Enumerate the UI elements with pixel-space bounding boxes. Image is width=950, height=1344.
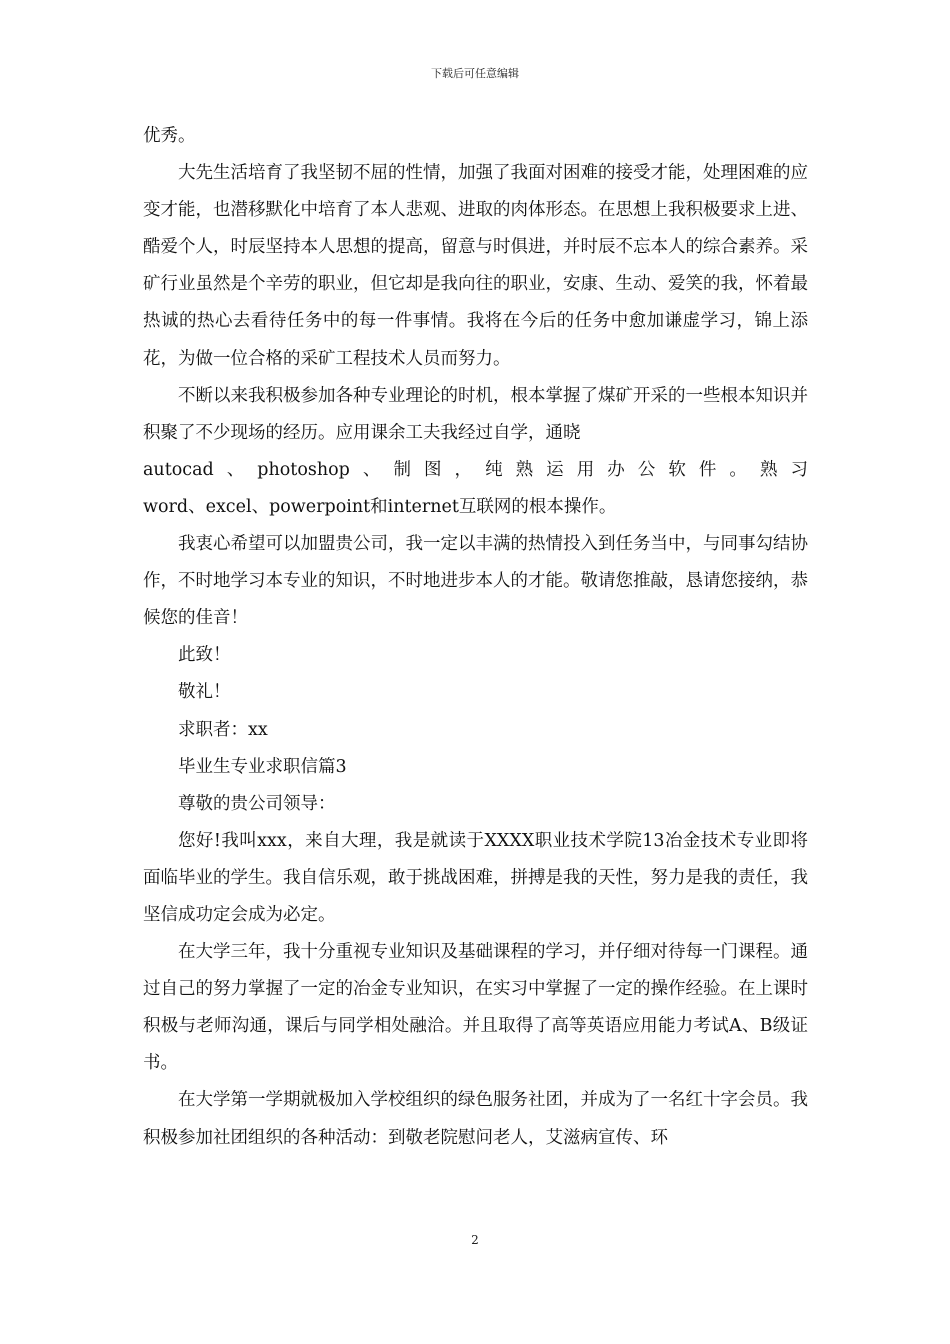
paragraph: word、excel、powerpoint和internet互联网的根本操作。 <box>143 496 617 517</box>
paragraph: 我衷心希望可以加盟贵公司，我一定以丰满的热情投入到任务当中，与同事勾结协作，不时地学习本专业的知识，不时地进步本人的才能。敬请您推敲，恳请您接纳，恭候您的佳音！ <box>143 534 808 629</box>
page-number: 2 <box>471 1233 479 1247</box>
closing-salutation: 敬礼！ <box>178 682 231 703</box>
paragraph: 在大学第一学期就极加入学校组织的绿色服务社团，并成为了一名红十字会员。我积极参加社团组织的各种活动：到敬老院慰问老人，艾滋病宣传、环 <box>143 1090 808 1148</box>
paragraph: 您好!我叫xxx，来自大理，我是就读于XXXX职业技术学院13冶金技术专业即将面临毕业的学生。我自信乐观，敢于挑战困难，拼搏是我的天性，努力是我的责任，我坚信成功定会成为必定。 <box>143 830 808 925</box>
closing-salutation: 此致！ <box>178 645 231 666</box>
greeting: 尊敬的贵公司领导： <box>178 793 336 814</box>
paragraph: 大先生活培育了我坚韧不屈的性情，加强了我面对困难的接受才能，处理困难的应变才能，也潜移默化中培育了本人悲观、进取的肉体形态。在思想上我积极要求上进、酷爱个人，时辰坚持本人思想的提高，留意与时俱进，并时辰不忘本人的综合素养。采矿行业虽然是个辛劳的职业，但它却是我向往的职业，安康、生动、爱笑的我，怀着最热诚的热心去看待任务中的每一件事情。我将在今后的任务中愈加谦虚学习，锦上添花，为做一位合格的采矿工程技术人员而努力。 <box>143 163 808 369</box>
paragraph: 在大学三年，我十分重视专业知识及基础课程的学习，并仔细对待每一门课程。通过自己的努力掌握了一定的冶金专业知识，在实习中掌握了一定的操作经验。在上课时积极与老师沟通，课后与同学相处融洽。并且取得了高等英语应用能力考试A、B级证书。 <box>143 942 808 1074</box>
section-title: 毕业生专业求职信篇3 <box>178 756 347 777</box>
page-header-note: 下载后可任意编辑 <box>431 67 519 80</box>
signature-line: 求职者：xx <box>178 719 268 740</box>
document-body <box>143 118 808 1157</box>
paragraph: 优秀。 <box>143 126 196 146</box>
paragraph: 不断以来我积极参加各种专业理论的时机，根本掌握了煤矿开采的一些根本知识并积聚了不少现场的经历。应用课余工夫我经过自学，通晓 <box>143 385 808 443</box>
paragraph: autocad、photoshop、制图，纯熟运用办公软件。熟习 <box>143 459 808 480</box>
